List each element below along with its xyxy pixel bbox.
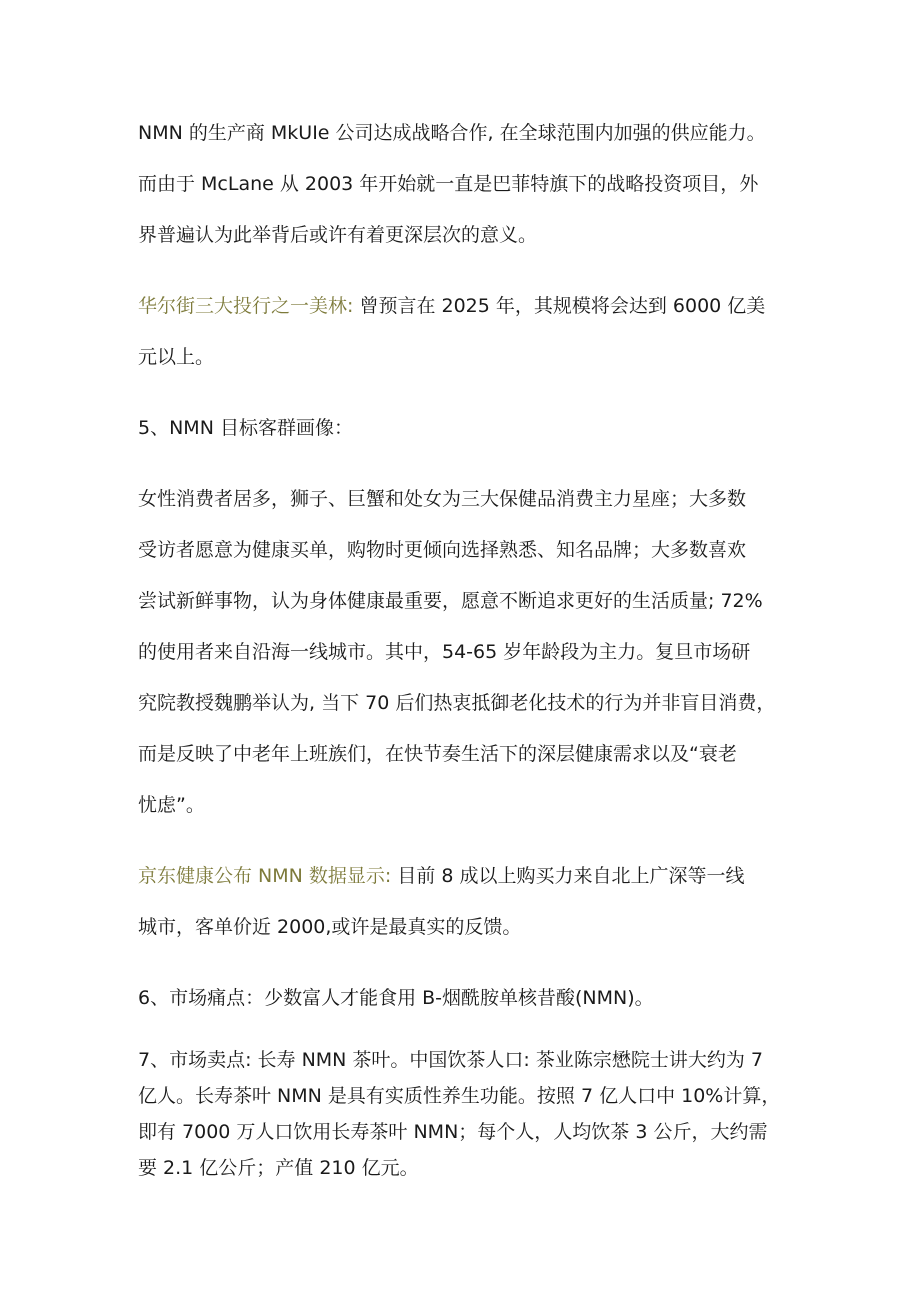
source-label-jd-health: 京东健康公布 NMN 数据显示: bbox=[138, 865, 392, 887]
text-line: 女性消费者居多，狮子、巨蟹和处女为三大保健品消费主力星座；大多数 bbox=[138, 488, 747, 510]
jd-data-text: 目前 8 成以上购买力来自北上广深等一线 bbox=[391, 865, 745, 887]
text-line: NMN 的生产商 MkUIe 公司达成战略合作, 在全球范围内加强的供应能力。 bbox=[138, 122, 766, 144]
section-heading-target-customers: 5、NMN 目标客群画像： bbox=[138, 417, 353, 439]
paragraph-jd-health-data bbox=[138, 851, 788, 953]
text-line: 忧虑”。 bbox=[138, 794, 205, 816]
section-heading-pain-points: 6、市场痛点：少数富人才能食用 B-烟酰胺单核昔酸(NMN)。 bbox=[138, 987, 654, 1009]
text-line: 7、市场卖点: 长寿 NMN 茶叶。中国饮茶人口: 茶业陈宗懋院士讲大约为 7 bbox=[138, 1049, 763, 1071]
text-line: 而是反映了中老年上班族们，在快节奏生活下的深层健康需求以及“衰老 bbox=[138, 743, 737, 765]
text-line: 受访者愿意为健康买单，购物时更倾向选择熟悉、知名品牌；大多数喜欢 bbox=[138, 539, 747, 561]
paragraph-selling-points bbox=[138, 1042, 788, 1186]
paragraph-mclane-partnership bbox=[138, 108, 788, 261]
document-page bbox=[138, 108, 788, 1186]
paragraph-merrill-forecast bbox=[138, 281, 788, 383]
text-line: 即有 7000 万人口饮用长寿茶叶 NMN；每个人，人均饮茶 3 公斤，大约需 bbox=[138, 1121, 768, 1143]
text-line: 究院教授魏鹏举认为, 当下 70 后们热衷抵御老化技术的行为并非盲目消费， bbox=[138, 692, 776, 714]
text-line: 尝试新鲜事物，认为身体健康最重要，愿意不断追求更好的生活质量; 72% bbox=[138, 590, 763, 612]
text-line: 元以上。 bbox=[138, 346, 215, 368]
forecast-text: 曾预言在 2025 年，其规模将会达到 6000 亿美 bbox=[353, 295, 766, 317]
text-line: 界普遍认为此举背后或许有着更深层次的意义。 bbox=[138, 224, 538, 246]
source-label-merrill: 华尔街三大投行之一美林: bbox=[138, 295, 354, 317]
text-line bbox=[138, 281, 788, 332]
text-line: 城市，客单价近 2000,或许是最真实的反馈。 bbox=[138, 916, 522, 938]
paragraph-customer-profile bbox=[138, 474, 788, 831]
text-line: 要 2.1 亿公斤；产值 210 亿元。 bbox=[138, 1157, 419, 1179]
text-line bbox=[138, 851, 788, 902]
text-line: 而由于 McLane 从 2003 年开始就一直是巴菲特旗下的战略投资项目，外 bbox=[138, 173, 759, 195]
text-line: 亿人。长寿茶叶 NMN 是具有实质性养生功能。按照 7 亿人口中 10%计算， bbox=[138, 1085, 781, 1107]
text-line: 的使用者来自沿海一线城市。其中，54-65 岁年龄段为主力。复旦市场研 bbox=[138, 641, 751, 663]
